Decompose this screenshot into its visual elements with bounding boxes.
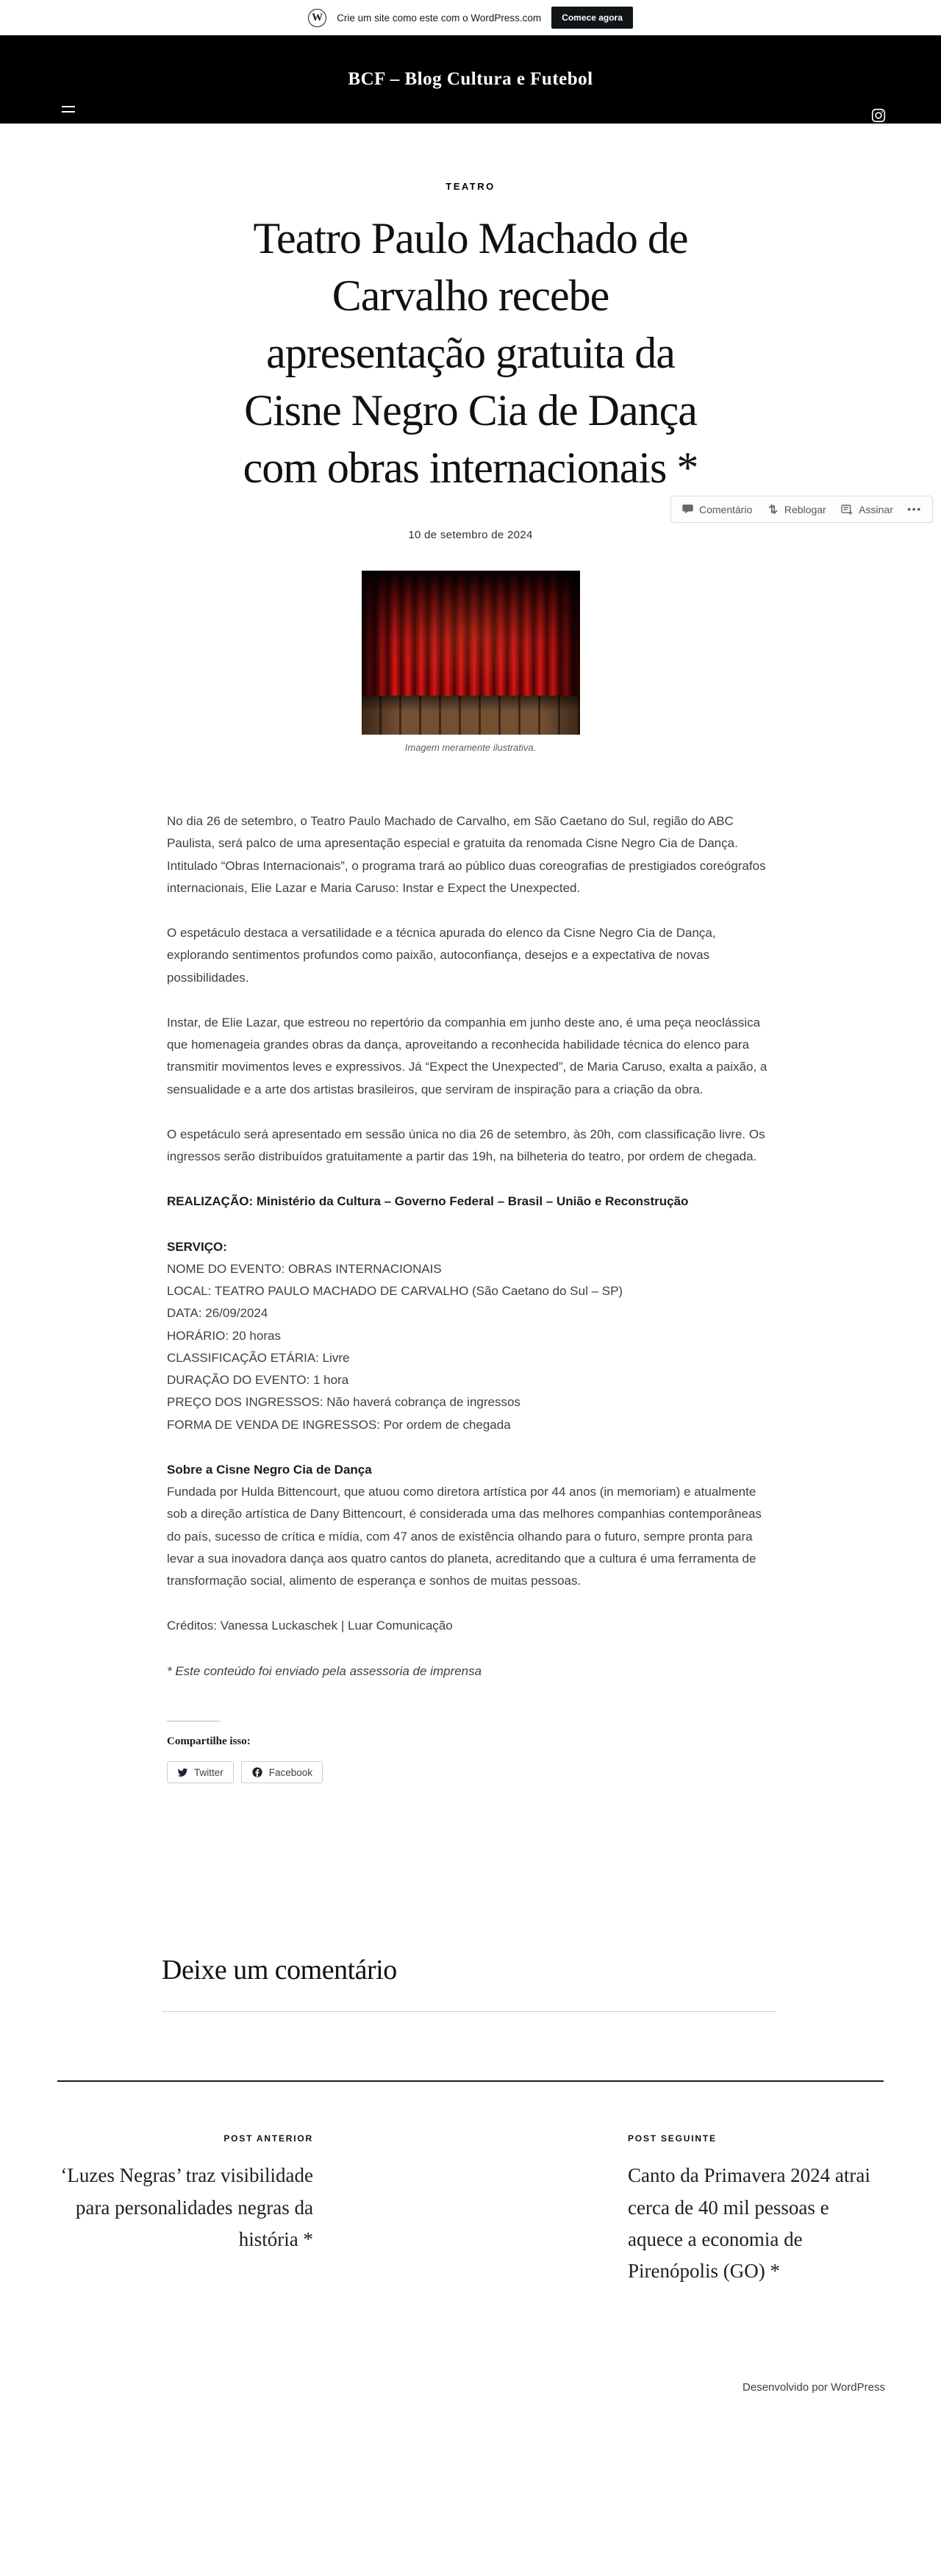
floating-action-bar (670, 496, 933, 523)
post-nav-rule (57, 2080, 884, 2082)
servico-line: DATA: 26/09/2024 (167, 1306, 268, 1321)
post-hero (0, 124, 941, 541)
reblog-action-label: Reblogar (784, 503, 826, 515)
stage-floor-graphic (362, 696, 580, 735)
featured-figure (0, 571, 941, 753)
comments-divider (162, 2011, 776, 2012)
servico-block (167, 1236, 774, 1436)
next-post (628, 2133, 884, 2287)
featured-image (362, 571, 580, 735)
about-heading: Sobre a Cisne Negro Cia de Dança (167, 1462, 372, 1477)
site-header (0, 35, 941, 124)
subscribe-action-label: Assinar (859, 503, 893, 515)
curtain-graphic (362, 571, 580, 696)
instagram-icon[interactable] (870, 107, 887, 124)
reblog-action[interactable] (767, 503, 826, 515)
facebook-icon (251, 1766, 263, 1778)
servico-line: CLASSIFICAÇÃO ETÁRIA: Livre (167, 1350, 350, 1365)
subscribe-icon (840, 503, 854, 516)
post-navigation (57, 2080, 884, 2287)
comment-action[interactable] (681, 503, 752, 515)
wordpress-logo-icon: W (308, 9, 326, 27)
image-caption: Imagem meramente ilustrativa. (404, 742, 537, 753)
article-body (167, 810, 774, 1783)
post-date: 10 de setembro de 2024 (408, 529, 533, 541)
about-text: Fundada por Hulda Bittencourt, que atuou como diretora artística por 44 anos (in memoriam) e atualmente sob a direção artística de Dany Bittencourt, é considerada uma das melhores companhias contemporâneas do país, sucesso de crítica e mídia, com 47 anos de existência olhando para o futuro, sempre pronta para levar a sua inovadora dança aos quatro cantos do planeta, acreditando que a cultura é uma ferramenta de transformação social, alimento de esperança e sonhos de muitas pessoas. (167, 1485, 762, 1588)
paragraph: O espetáculo será apresentado em sessão única no dia 26 de setembro, às 20h, com classificação livre. Os ingressos serão distribuídos gratuitamente a partir das 19h, na bilheteria do teatro, por ordem de chegada. (167, 1127, 765, 1163)
subscribe-action[interactable] (840, 503, 893, 516)
next-post-label: POST SEGUINTE (628, 2133, 717, 2144)
servico-line: LOCAL: TEATRO PAULO MACHADO DE CARVALHO (São Caetano do Sul – SP) (167, 1284, 623, 1298)
post-title: Teatro Paulo Machado de Carvalho recebe apresentação gratuita da Cisne Negro Cia de Dança com obras internacionais * (243, 214, 698, 492)
servico-line: PREÇO DOS INGRESSOS: Não haverá cobrança de ingressos (167, 1395, 520, 1410)
category-link[interactable]: TEATRO (446, 181, 495, 192)
banner-text-link[interactable]: Crie um site como este com o WordPress.com (337, 12, 542, 24)
about-block (167, 1459, 774, 1593)
site-title-link[interactable]: BCF – Blog Cultura e Futebol (348, 69, 593, 89)
paragraph: No dia 26 de setembro, o Teatro Paulo Machado de Carvalho, em São Caetano do Sul, região do ABC Paulista, será palco de uma apresentação especial e gratuita da renomada Cisne Negro Cia de Dança. Intitulado “Obras Internacionais”, o programa trará ao público duas coreografias de prestigiados coreógrafos internacionais, Elie Lazar e Maria Caruso: Instar e Expect the Unexpected. (167, 814, 766, 895)
wordpress-banner (0, 0, 941, 35)
twitter-icon (177, 1767, 188, 1778)
disclaimer-line: * Este conteúdo foi enviado pela assessoria de imprensa (167, 1663, 482, 1678)
servico-line: HORÁRIO: 20 horas (167, 1328, 281, 1343)
more-icon[interactable]: ••• (907, 504, 922, 515)
comment-icon (681, 503, 694, 515)
comments-heading: Deixe um comentário (162, 1955, 397, 1986)
previous-post-label: POST ANTERIOR (223, 2133, 313, 2144)
previous-post-link[interactable]: ‘Luzes Negras’ traz visibilidade para personalidades negras da história * (60, 2164, 313, 2250)
previous-post (57, 2133, 313, 2287)
comment-action-label: Comentário (699, 503, 753, 515)
twitter-share-button[interactable] (167, 1761, 234, 1783)
menu-icon[interactable] (62, 106, 75, 116)
facebook-share-button[interactable] (241, 1761, 323, 1783)
realizacao-line: REALIZAÇÃO: Ministério da Cultura – Governo Federal – Brasil – União e Reconstrução (167, 1194, 689, 1209)
share-section (167, 1721, 774, 1784)
servico-line: SERVIÇO: (167, 1239, 227, 1254)
servico-line: DURAÇÃO DO EVENTO: 1 hora (167, 1373, 349, 1387)
comments-section (162, 1954, 776, 2012)
footer-credit-link[interactable]: Desenvolvido por WordPress (743, 2381, 885, 2394)
facebook-share-label: Facebook (268, 1766, 313, 1778)
paragraph: Instar, de Elie Lazar, que estreou no repertório da companhia em junho deste ano, é uma peça neoclássica que homenageia grandes obras da dança, aproveitando a reconhecida habilidade técnica do elenco para transmitir movimentos leves e expressivos. Já “Expect the Unexpected”, de Maria Caruso, exalta a paixão, a sensualidade e a arte dos artistas brasileiros, que serviram de inspiração para a criação da obra. (167, 1015, 768, 1096)
share-divider (167, 1721, 220, 1722)
servico-line: NOME DO EVENTO: OBRAS INTERNACIONAIS (167, 1261, 442, 1276)
next-post-link[interactable]: Canto da Primavera 2024 atrai cerca de 40 mil pessoas e aquece a economia de Pirenópolis (GO) * (628, 2164, 870, 2282)
twitter-share-label: Twitter (194, 1766, 223, 1778)
paragraph: O espetáculo destaca a versatilidade e a técnica apurada do elenco da Cisne Negro Cia de Dança, explorando sentimentos profundos como paixão, autoconfiança, desejos e a expectativa de novas possibilidades. (167, 926, 716, 985)
servico-line: FORMA DE VENDA DE INGRESSOS: Por ordem de chegada (167, 1417, 511, 1432)
start-now-button[interactable]: Comece agora (551, 7, 633, 29)
credits-line: Créditos: Vanessa Luckaschek | Luar Comunicação (167, 1619, 453, 1633)
reblog-icon (767, 503, 779, 515)
site-footer (0, 2287, 941, 2425)
share-label: Compartilhe isso: (167, 1735, 251, 1747)
